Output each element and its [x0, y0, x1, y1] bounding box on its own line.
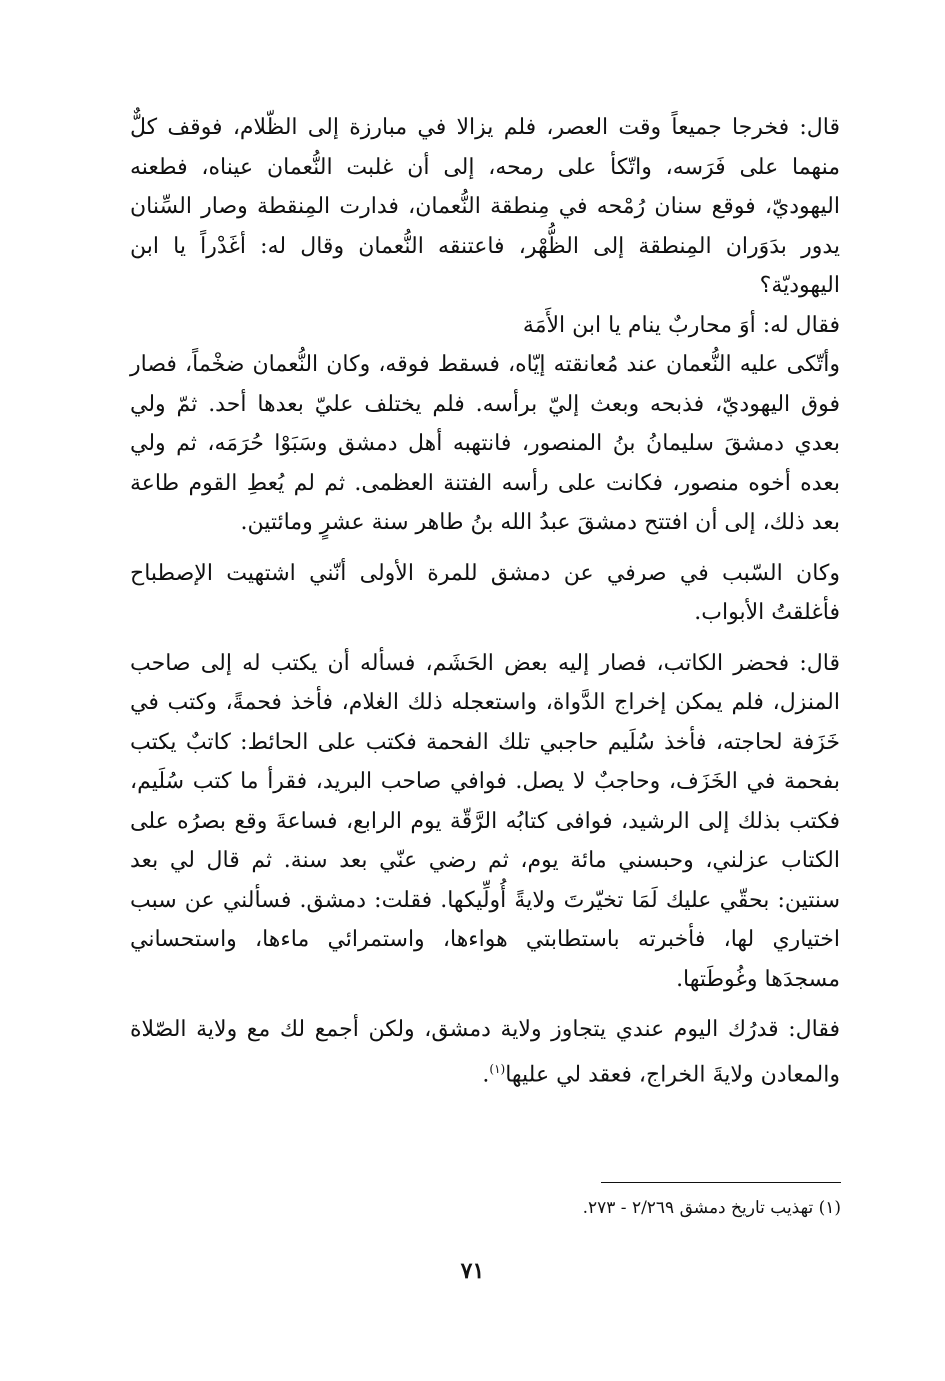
- paragraph-2: وأتّكى عليه النُّعمان عند مُعانقته إيّاه، فسقط فوقه، وكان النُّعمان ضخْماً، فصار فوق اليهوديّ، فذبحه وبعث إليّ برأسه. فلم يختلف عليّ بعدها أحد. ثمّ ولي بعدي دمشقَ سليمانُ بنُ المنصور، فانتهبه أهل دمشق وسَبَوْا حُرَمَه، ثم ولي بعده أخوه منصور، فكانت على رأسه الفتنة العظمى. ثم لم يُعطِ القوم طاعة بعد ذلك، إلى أن افتتح دمشقَ عبدُ الله بنُ طاهر سنة عشرٍ ومائتين.: [130, 352, 840, 535]
- paragraph-5-text: فقال: قدرُك اليوم عندي يتجاوز ولاية دمشق، ولكن أجمع لك مع ولاية الصّلاة والمعادن ولايةَ الخراج، فعقد لي عليها: [130, 1017, 840, 1087]
- page-body: [130, 108, 840, 1094]
- paragraph-1: قال: فخرجا جميعاً وقت العصر، فلم يزالا في مبارزة إلى الظّلام، فوقف كلٌّ منهما على فَرَسه، واتّكأ على رمحه، إلى أن غلبت النُّعمان عيناه، فطعنه اليهوديّ، فوقع سنان رُمْحه في مِنطقة النُّعمان، فدارت المِنقطة وصار السِّنان يدور بدَوَران المِنطقة إلى الظُّهْر، فاعتنقه النُّعمان وقال له: أغَدْراً يا ابن اليهوديّة؟: [130, 115, 840, 298]
- footnote-marker: (١): [489, 1061, 506, 1076]
- paragraph-3: وكان السّبب في صرفي عن دمشق للمرة الأولى أنّني اشتهيت الإصطباح فأغلقتُ الأبواب.: [130, 560, 840, 625]
- paragraph-5-end: .: [482, 1061, 490, 1087]
- footnote-divider: [601, 1182, 841, 1183]
- page-number: ٧١: [460, 1258, 485, 1284]
- verse-line: فقال له: أوَ محاربٌ ينام يا ابن الأَمَة: [522, 312, 840, 338]
- paragraph-5: [130, 1010, 840, 1094]
- paragraph-4: قال: فحضر الكاتب، فصار إليه بعض الحَشَم، فسأله أن يكتب له إلى صاحب المنزل، فلم يمكن إخراج الدَّواة، واستعجله ذلك الغلام، فأخذ فحمةً، وكتب في خَزَفة لحاجته، فأخذ سُلَيم حاجبي تلك الفحمة فكتب على الحائط: كاتبٌ يكتب بفحمة في الخَزَف، وحاجبٌ لا يصل. فوافي صاحب البريد، فقرأ ما كتب سُلَيم، فكتب بذلك إلى الرشيد، فوافى كتابُه الرَّقّة يوم الرابع، فساعةَ وقع بصرُه على الكتاب عزلني، وحبسني مائة يوم، ثم رضي عنّي بعد سنة. ثم قال لي بعد سنتين: بحقّي عليك لَمَا تخيّرتَ ولايةً أُولِّيكها. فقلت: دمشق. فسألني عن سبب اختياري لها، فأخبرته باستطابتي هواءها، واستمرائي ماءها، واستحساني مسجدَها وغُوطَتها.: [130, 650, 840, 992]
- footnote: (١) تهذيب تاريخ دمشق ٢/٢٦٩ - ٢٧٣.: [582, 1198, 841, 1218]
